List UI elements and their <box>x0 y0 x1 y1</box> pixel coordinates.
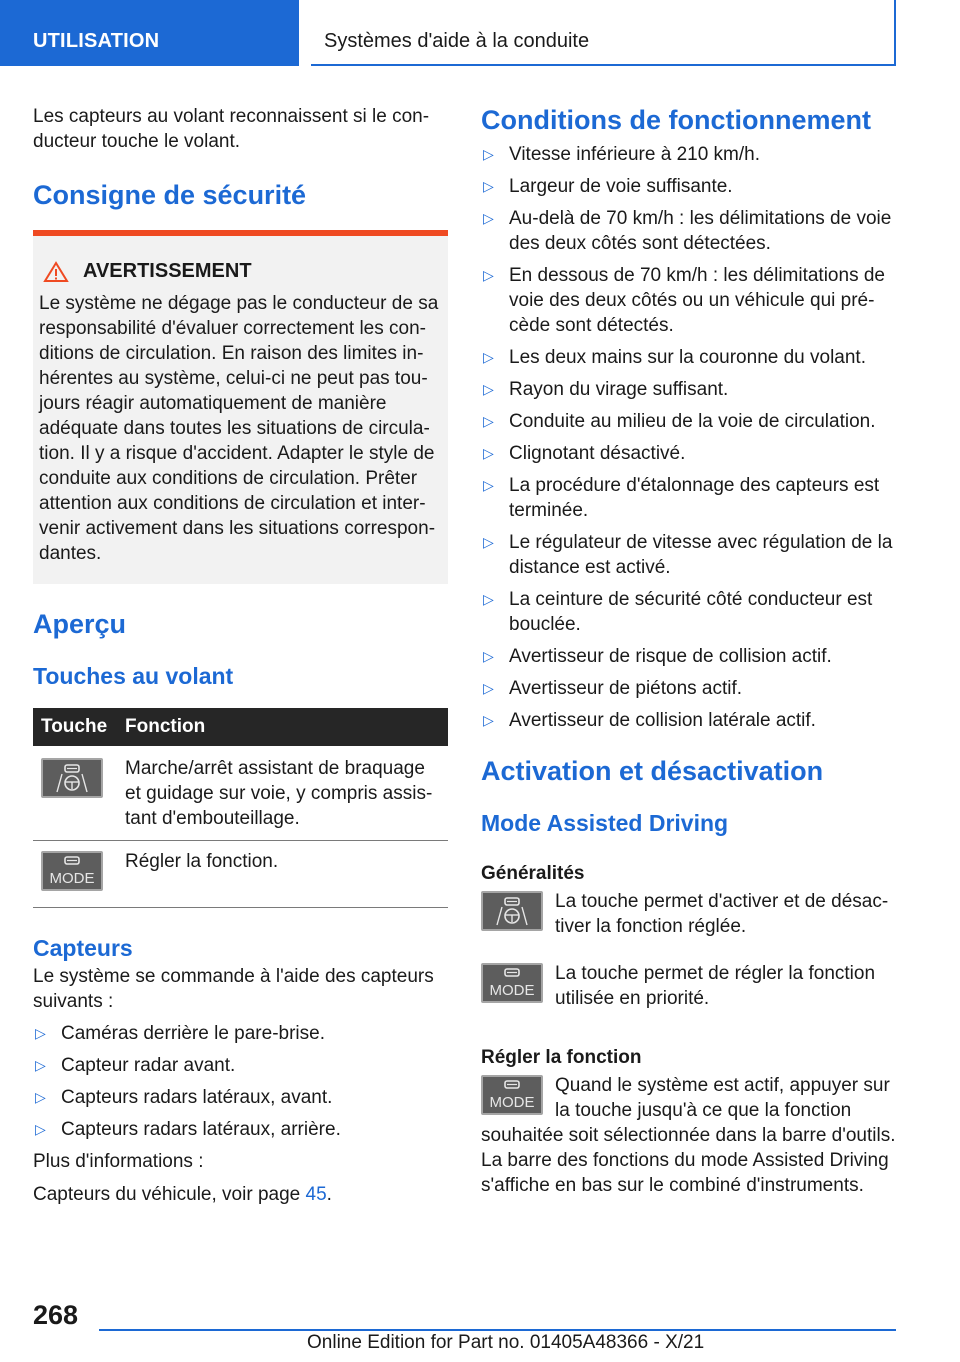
list-item: ▷ Caméras derrière le pare-brise. <box>35 1023 325 1044</box>
chapter-title: Systèmes d'aide à la conduite <box>311 0 896 66</box>
set-function-item <box>481 1073 896 1123</box>
list-item: ▷ Clignotant désactivé. <box>483 443 686 464</box>
set-function-text-1: Quand le système est actif, appuyer sur la touche jusqu'à ce que la fonction <box>555 1075 890 1121</box>
activation-heading: Activation et désactivation <box>481 756 824 786</box>
triangle-bullet-icon: ▷ <box>483 712 494 728</box>
general-text-1: La touche permet d'activer et de désac-tiver la fonction réglée. <box>555 891 889 937</box>
footer-divider <box>99 1329 896 1331</box>
list-item: ▷ Avertisseur de piétons actif. <box>483 678 743 699</box>
general-heading: Généralités <box>481 863 585 884</box>
triangle-bullet-icon: ▷ <box>483 210 494 226</box>
mode-icon-label: MODE <box>489 982 535 999</box>
table-row <box>33 746 448 841</box>
triangle-bullet-icon: ▷ <box>35 1089 46 1105</box>
list-item: ▷ Le régulateur de vitesse avec régulation de la distance est activé. <box>483 532 893 578</box>
triangle-bullet-icon: ▷ <box>483 146 494 162</box>
intro-text: Les capteurs au volant reconnaissent si le con-ducteur touche le volant. <box>33 106 430 152</box>
conditions-heading: Conditions de fonctionnement <box>481 105 871 135</box>
page-number: 268 <box>33 1300 79 1330</box>
table-cell-function: Marche/arrêt assistant de braquage et guidage sur voie, y compris assis-tant d'embouteillage. <box>117 746 448 841</box>
triangle-bullet-icon: ▷ <box>483 534 494 550</box>
safety-heading: Consigne de sécurité <box>33 180 307 210</box>
edition-text: Online Edition for Part no. 01405A48366 - X/21 <box>307 1332 705 1353</box>
keys-table <box>33 708 448 908</box>
set-function-heading: Régler la fonction <box>481 1047 642 1068</box>
overview-heading: Aperçu <box>33 609 127 639</box>
list-item: ▷ Capteur radar avant. <box>35 1055 236 1076</box>
sensors-heading: Capteurs <box>33 935 133 961</box>
triangle-bullet-icon: ▷ <box>35 1121 46 1137</box>
mode-icon-label: MODE <box>489 1094 535 1111</box>
list-item: ▷ En dessous de 70 km/h : les délimitations de voie des deux côtés ou un véhicule qui pré-cède sont détectés. <box>483 265 885 336</box>
list-item: ▷ La ceinture de sécurité côté conducteur est bouclée. <box>483 589 873 635</box>
vehicle-sensors-ref: Capteurs du véhicule, voir page 45. <box>33 1184 332 1205</box>
triangle-bullet-icon: ▷ <box>483 349 494 365</box>
general-text-2: La touche permet de régler la fonction utilisée en priorité. <box>555 963 876 1009</box>
set-function-text-2: souhaitée soit sélectionnée dans la barre d'outils. La barre des fonctions du mode Assisted Driving s'affiche en bas sur le combiné d'instruments. <box>481 1125 896 1196</box>
triangle-bullet-icon: ▷ <box>483 591 494 607</box>
warning-text: Le système ne dégage pas le conducteur de sa responsabilité d'évaluer correctement les con-ditions de circulation. En raison des limites in-hérentes au système, celui-ci ne peut pas tou-jours réagir automatiquement de manière adéquate dans toutes les situations de circula-tion. Il y a risque d'accident. Adapter le style de conduite aux conditions de circulation. Prêter attention aux conditions de circulation et inter-venir activement dans les situations correspon-dantes. <box>39 293 439 564</box>
mode-button-icon <box>481 963 543 1003</box>
triangle-bullet-icon: ▷ <box>483 477 494 493</box>
warning-title <box>43 260 442 283</box>
section-tab: UTILISATION <box>0 0 299 66</box>
table-cell-function: Régler la fonction. <box>117 841 448 908</box>
triangle-bullet-icon: ▷ <box>483 445 494 461</box>
triangle-bullet-icon: ▷ <box>483 178 494 194</box>
triangle-bullet-icon: ▷ <box>35 1025 46 1041</box>
mode-button-icon <box>41 851 103 891</box>
left-column <box>33 104 448 1207</box>
list-item: ▷ Avertisseur de risque de collision actif. <box>483 646 832 667</box>
mode-heading: Mode Assisted Driving <box>481 810 729 836</box>
general-item-2 <box>481 961 896 1011</box>
more-info-text: Plus d'informations : <box>33 1151 204 1172</box>
list-item: ▷ Largeur de voie suffisante. <box>483 176 733 197</box>
triangle-bullet-icon: ▷ <box>483 648 494 664</box>
warning-title-text: AVERTISSEMENT <box>83 260 252 282</box>
list-item: ▷ Rayon du virage suffisant. <box>483 379 729 400</box>
triangle-bullet-icon: ▷ <box>35 1057 46 1073</box>
steering-assist-icon <box>41 758 103 798</box>
list-item: ▷ Capteurs radars latéraux, arrière. <box>35 1119 341 1140</box>
list-item: ▷ Capteurs radars latéraux, avant. <box>35 1087 333 1108</box>
list-item: ▷ Les deux mains sur la couronne du volant. <box>483 347 866 368</box>
warning-triangle-icon <box>43 261 69 283</box>
sensors-intro: Le système se commande à l'aide des capteurs suivants : <box>33 966 434 1012</box>
list-item: ▷ Avertisseur de collision latérale actif. <box>483 710 816 731</box>
keys-heading: Touches au volant <box>33 663 234 689</box>
col-key-header: Touche <box>33 708 117 746</box>
list-item: ▷ La procédure d'étalonnage des capteurs est terminée. <box>483 475 880 521</box>
table-row <box>33 841 448 908</box>
col-function-header: Fonction <box>117 708 448 746</box>
sensors-list <box>33 1021 448 1142</box>
list-item: ▷ Vitesse inférieure à 210 km/h. <box>483 144 761 165</box>
general-item-1 <box>481 889 896 939</box>
triangle-bullet-icon: ▷ <box>483 413 494 429</box>
mode-button-icon <box>481 1075 543 1115</box>
conditions-list <box>481 142 896 733</box>
list-item: ▷ Au-delà de 70 km/h : les délimitations de voie des deux côtés sont détectées. <box>483 208 892 254</box>
triangle-bullet-icon: ▷ <box>483 267 494 283</box>
triangle-bullet-icon: ▷ <box>483 381 494 397</box>
list-item: ▷ Conduite au milieu de la voie de circulation. <box>483 411 876 432</box>
triangle-bullet-icon: ▷ <box>483 680 494 696</box>
right-column <box>481 104 896 1198</box>
table-header-row <box>33 708 448 746</box>
steering-assist-icon <box>481 891 543 931</box>
mode-icon-label: MODE <box>49 870 95 887</box>
warning-box <box>33 230 448 584</box>
page-ref-link[interactable]: 45 <box>305 1184 327 1205</box>
